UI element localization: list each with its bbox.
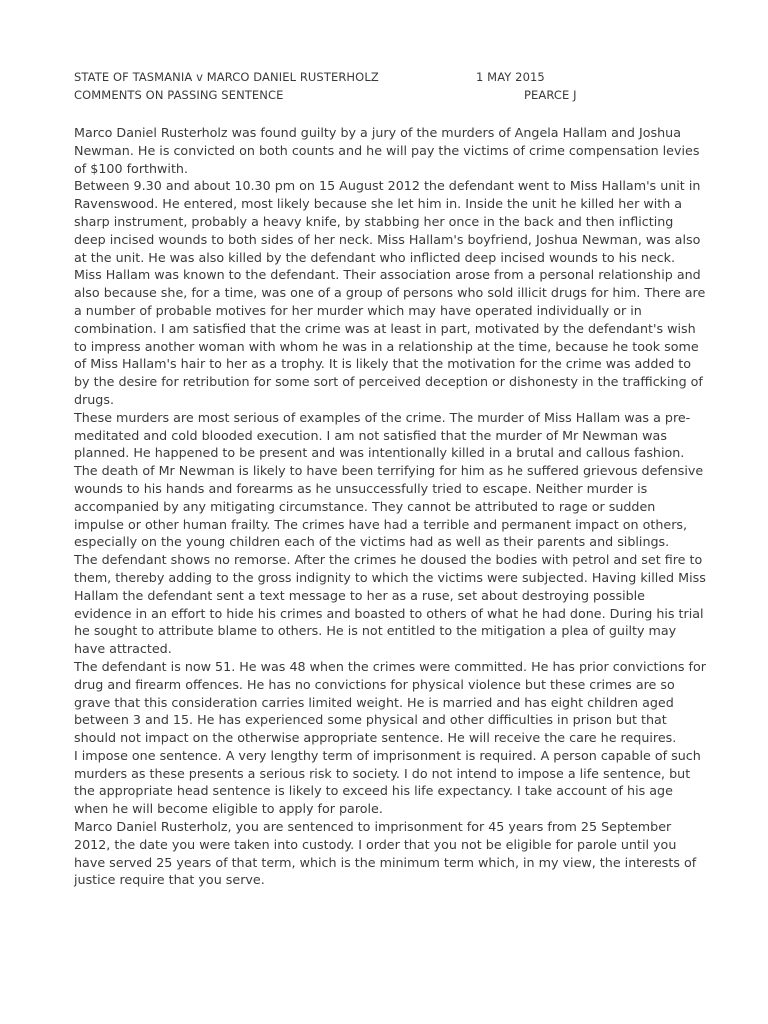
paragraph: I impose one sentence. A very lengthy term of imprisonment is required. A person capable of such murders as these presents a serious risk to society. I do not intend to impose a life sentence, but the appropriate head sentence is likely to exceed his life expectancy. I take account of his age when he will become eligible to apply for parole.: [74, 747, 701, 817]
header-row-2: [74, 86, 720, 104]
paragraph: The defendant shows no remorse. After the crimes he doused the bodies with petrol and set fire to them, thereby adding to the gross indignity to which the victims were subjected. Having killed Miss Hallam the defendant sent a text message to her as a ruse, set about destroying possible evidence in an effort to hide his crimes and boasted to others of what he had done. During his trial he sought to attribute blame to others. He is not entitled to the mitigation a plea of guilty may have attracted.: [74, 552, 706, 657]
document-header: [74, 68, 720, 104]
header-row-1: [74, 68, 720, 86]
paragraph: Marco Daniel Rusterholz was found guilty by a jury of the murders of Angela Hallam and Joshua Newman. He is convicted on both counts and he will pay the victims of crime compensation levies of $100 forthwith.: [74, 125, 700, 176]
document-title: COMMENTS ON PASSING SENTENCE: [74, 88, 284, 102]
document-body: [74, 124, 706, 889]
judge-name: PEARCE J: [524, 88, 577, 102]
paragraph: These murders are most serious of examples of the crime. The murder of Miss Hallam was a pre-meditated and cold blooded execution. I am not satisfied that the murder of Mr Newman was planned. He happened to be present and was intentionally killed in a brutal and callous fashion. The death of Mr Newman is likely to have been terrifying for him as he suffered grievous defensive wounds to his hands and forearms as he unsuccessfully tried to escape. Neither murder is accompanied by any mitigating circumstance. They cannot be attributed to rage or sudden impulse or other human frailty. The crimes have had a terrible and permanent impact on others, especially on the young children each of the victims had as well as their parents and siblings.: [74, 409, 704, 550]
case-title: STATE OF TASMANIA v MARCO DANIEL RUSTERHOLZ: [74, 70, 379, 84]
sentence-date: 1 MAY 2015: [476, 70, 545, 84]
paragraph: The defendant is now 51. He was 48 when the crimes were committed. He has prior convictions for drug and firearm offences. He has no convictions for physical violence but these crimes are so grave that this consideration carries limited weight. He is married and has eight children aged between 3 and 15. He has experienced some physical and other difficulties in prison but that should not impact on the otherwise appropriate sentence. He will receive the care he requires.: [74, 658, 706, 746]
paragraph: Between 9.30 and about 10.30 pm on 15 August 2012 the defendant went to Miss Hallam's unit in Ravenswood. He entered, most likely because she let him in. Inside the unit he killed her with a sharp instrument, probably a heavy knife, by stabbing her once in the back and then inflicting deep incised wounds to both sides of her neck. Miss Hallam's boyfriend, Joshua Newman, was also at the unit. He was also killed by the defendant who inflicted deep incised wounds to his neck. Miss Hallam was known to the defendant. Their association arose from a personal relationship and also because she, for a time, was one of a group of persons who sold illicit drugs for him. There are a number of probable motives for her murder which may have operated individually or in combination. I am satisfied that the crime was at least in part, motivated by the defendant's wish to impress another woman with whom he was in a relationship at the time, because he took some of Miss Hallam's hair to her as a trophy. It is likely that the motivation for the crime was added to by the desire for retribution for some sort of perceived deception or dishonesty in the trafficking of drugs.: [74, 178, 706, 407]
paragraph: Marco Daniel Rusterholz, you are sentenced to imprisonment for 45 years from 25 September 2012, the date you were taken into custody. I order that you not be eligible for parole until you have served 25 years of that term, which is the minimum term which, in my view, the interests of justice require that you serve.: [74, 819, 697, 888]
